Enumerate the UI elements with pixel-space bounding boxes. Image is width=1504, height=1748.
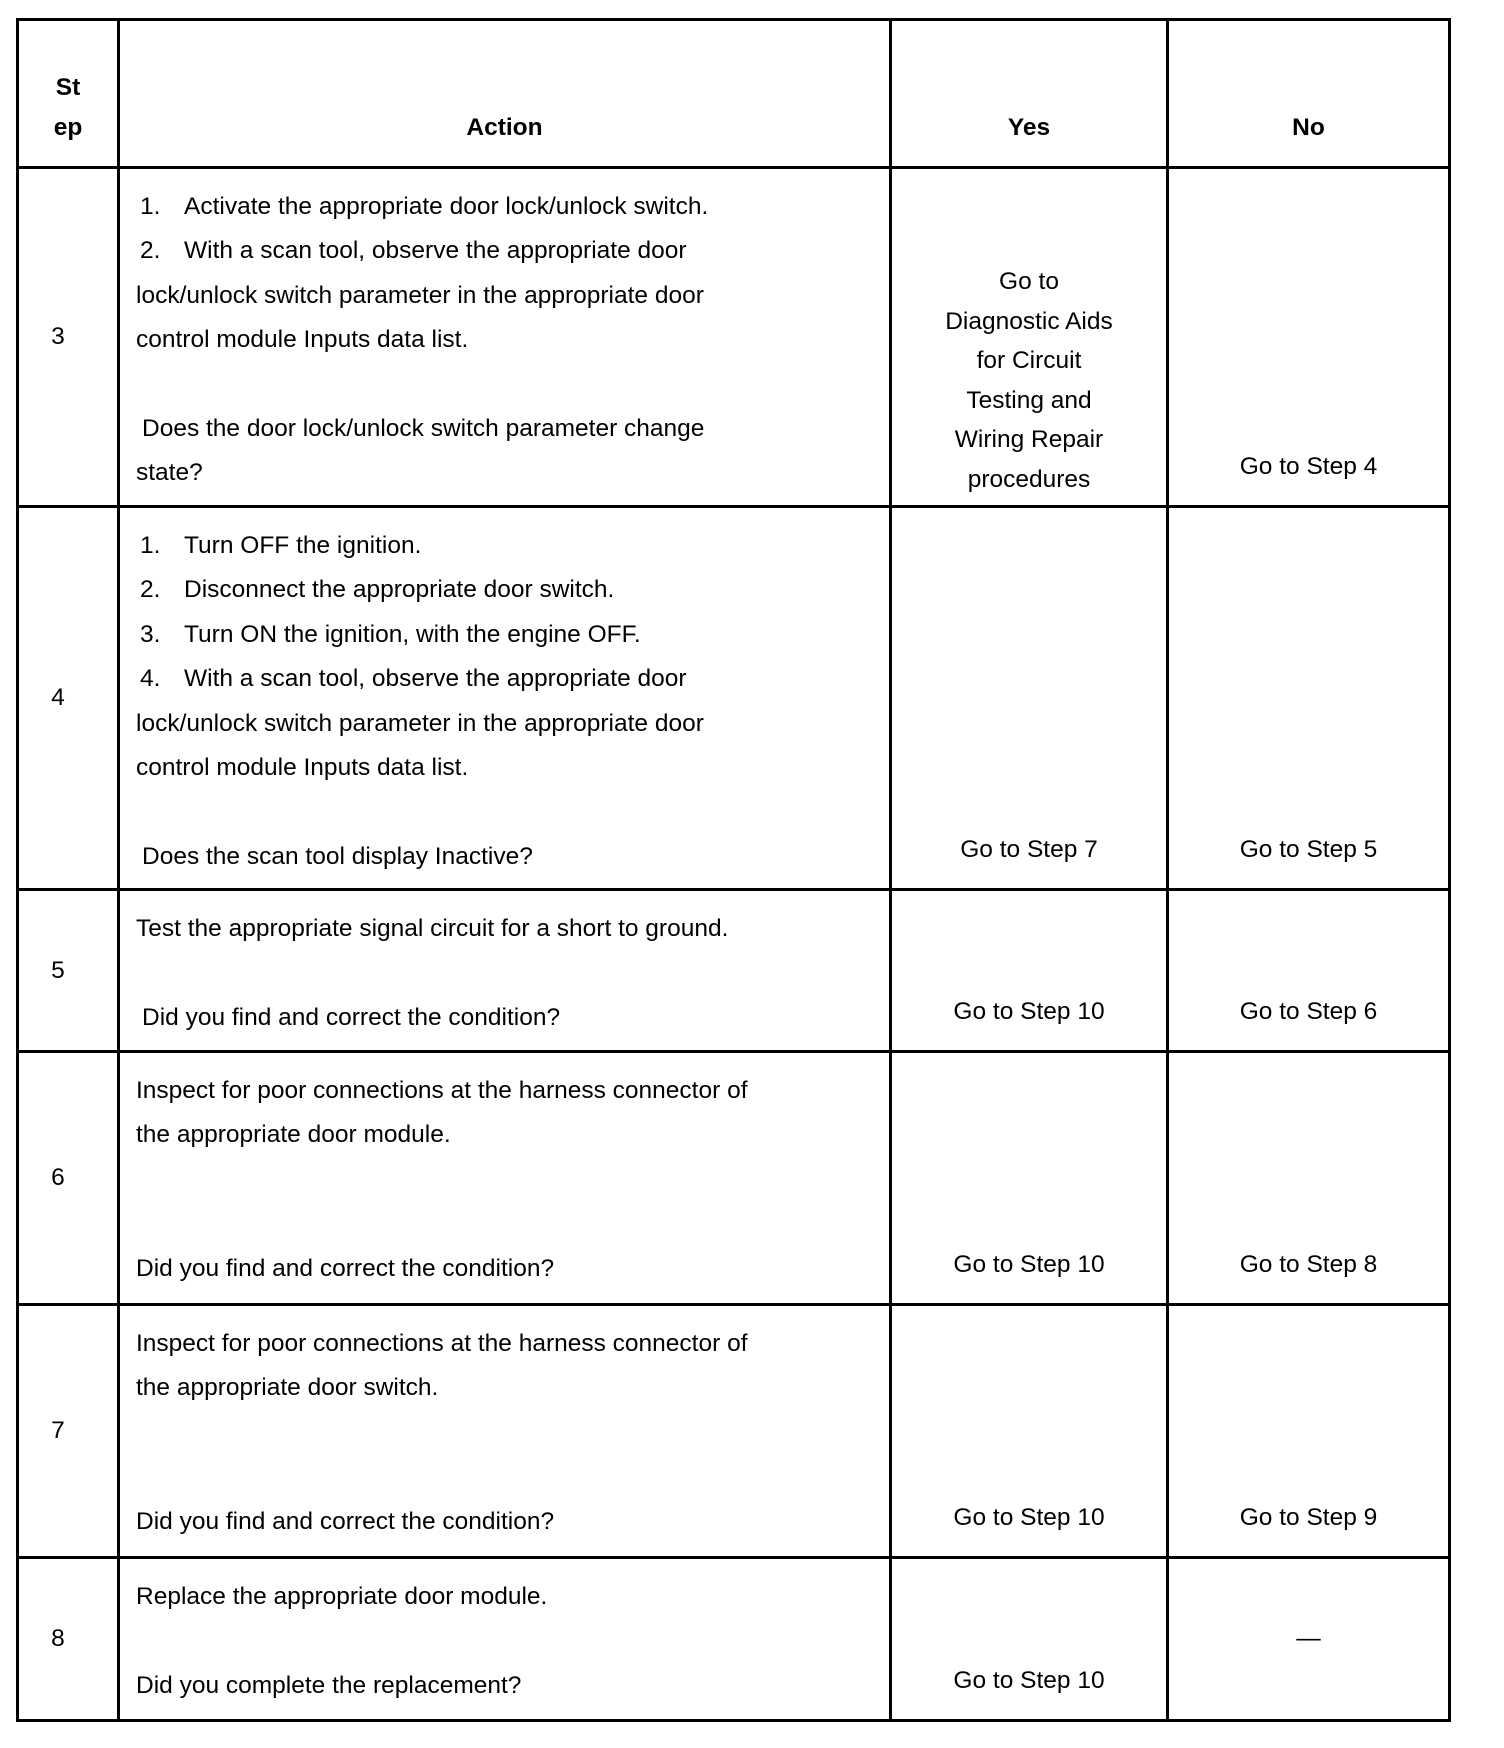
step-number: 7 xyxy=(18,1305,119,1558)
action-line xyxy=(136,790,879,834)
header-step-line: St xyxy=(55,74,81,101)
action-line: Did you complete the replacement? xyxy=(136,1671,522,1699)
table-row xyxy=(18,507,1450,890)
yes-text: Go to xyxy=(999,268,1059,295)
action-line xyxy=(136,229,879,273)
action-line: Test the appropriate signal circuit for a short to ground. xyxy=(136,915,729,942)
item-text: Disconnect the appropriate door switch. xyxy=(184,576,615,604)
step-number: 6 xyxy=(18,1052,119,1305)
item-number: 2. xyxy=(140,237,161,265)
yes-text: Go to Step 10 xyxy=(953,1504,1105,1531)
action-line: Does the scan tool display Inactive? xyxy=(142,842,533,870)
action-line: Did you find and correct the condition? xyxy=(142,1003,561,1031)
action-line xyxy=(136,185,879,229)
table-row xyxy=(18,168,1450,507)
header-step-line: ep xyxy=(53,114,83,141)
yes-text: procedures xyxy=(967,465,1091,493)
item-text: With a scan tool, observe the appropriate door xyxy=(184,665,687,693)
table-row xyxy=(18,1052,1450,1305)
action-line: lock/unlock switch parameter in the appropriate door xyxy=(136,709,704,737)
yes-cell xyxy=(891,1305,1168,1558)
action-cell xyxy=(119,507,891,890)
action-cell xyxy=(119,168,891,507)
yes-text: Go to Step 10 xyxy=(953,998,1105,1025)
yes-text: Diagnostic Aids xyxy=(945,307,1113,335)
step-number: 4 xyxy=(18,507,119,890)
no-text: — xyxy=(1296,1625,1321,1652)
no-cell xyxy=(1168,1558,1450,1721)
action-line: control module Inputs data list. xyxy=(136,753,469,781)
action-line xyxy=(136,1411,879,1455)
diagnostic-table xyxy=(16,18,1451,1722)
step-number: 3 xyxy=(18,168,119,507)
action-line xyxy=(136,657,879,701)
no-text: Go to Step 5 xyxy=(1239,836,1378,863)
yes-text: Go to Step 10 xyxy=(953,1251,1105,1278)
yes-cell xyxy=(891,1558,1168,1721)
yes-text: Go to Step 7 xyxy=(960,836,1098,863)
action-cell xyxy=(119,1305,891,1558)
action-line: Did you find and correct the condition? xyxy=(136,1254,555,1282)
yes-text: Testing and xyxy=(966,386,1092,414)
yes-cell xyxy=(891,168,1168,507)
action-line xyxy=(136,951,879,995)
action-line xyxy=(136,363,879,407)
no-cell xyxy=(1168,890,1450,1052)
action-line xyxy=(136,613,879,657)
step-number: 5 xyxy=(18,890,119,1052)
action-cell xyxy=(119,890,891,1052)
no-cell xyxy=(1168,507,1450,890)
action-line xyxy=(136,568,879,612)
action-line xyxy=(136,1619,879,1663)
action-line: Does the door lock/unlock switch parameter change xyxy=(142,414,705,442)
table-row xyxy=(18,890,1450,1052)
yes-text: Go to Step 10 xyxy=(953,1667,1105,1694)
header-step xyxy=(18,20,119,168)
item-text: Turn ON the ignition, with the engine OFF. xyxy=(184,620,641,648)
action-line: state? xyxy=(136,459,203,487)
action-line xyxy=(136,1202,879,1246)
header-action: Action xyxy=(119,20,891,168)
action-line: the appropriate door module. xyxy=(136,1121,451,1149)
no-text: Go to Step 4 xyxy=(1239,453,1378,480)
action-line: Replace the appropriate door module. xyxy=(136,1583,548,1610)
item-number: 4. xyxy=(140,665,161,693)
yes-cell xyxy=(891,507,1168,890)
item-text: Activate the appropriate door lock/unlock switch. xyxy=(184,193,709,220)
item-number: 1. xyxy=(140,193,161,220)
table-row xyxy=(18,1558,1450,1721)
no-cell xyxy=(1168,168,1450,507)
yes-text: Wiring Repair xyxy=(954,426,1104,453)
action-line xyxy=(136,524,879,568)
header-row xyxy=(18,20,1450,168)
action-line: Inspect for poor connections at the harness connector of xyxy=(136,1077,748,1104)
item-number: 2. xyxy=(140,576,161,604)
item-number: 1. xyxy=(140,532,161,559)
action-cell xyxy=(119,1052,891,1305)
no-cell xyxy=(1168,1305,1450,1558)
action-line: control module Inputs data list. xyxy=(136,326,469,354)
action-cell xyxy=(119,1558,891,1721)
action-line xyxy=(136,1158,879,1202)
action-line: Did you find and correct the condition? xyxy=(136,1507,555,1535)
yes-cell xyxy=(891,890,1168,1052)
header-no: No xyxy=(1168,20,1450,168)
action-line: Inspect for poor connections at the harness connector of xyxy=(136,1330,748,1357)
item-text: Turn OFF the ignition. xyxy=(184,532,422,559)
no-cell xyxy=(1168,1052,1450,1305)
table-row xyxy=(18,1305,1450,1558)
step-number: 8 xyxy=(18,1558,119,1721)
item-text: With a scan tool, observe the appropriate door xyxy=(184,237,687,265)
item-number: 3. xyxy=(140,620,161,648)
action-line xyxy=(136,1455,879,1499)
action-line: the appropriate door switch. xyxy=(136,1374,439,1402)
yes-cell xyxy=(891,1052,1168,1305)
no-text: Go to Step 9 xyxy=(1239,1504,1378,1531)
action-line: lock/unlock switch parameter in the appropriate door xyxy=(136,281,704,309)
yes-text: for Circuit xyxy=(976,347,1082,374)
no-text: Go to Step 8 xyxy=(1239,1251,1378,1278)
no-text: Go to Step 6 xyxy=(1239,998,1378,1025)
header-yes: Yes xyxy=(891,20,1168,168)
